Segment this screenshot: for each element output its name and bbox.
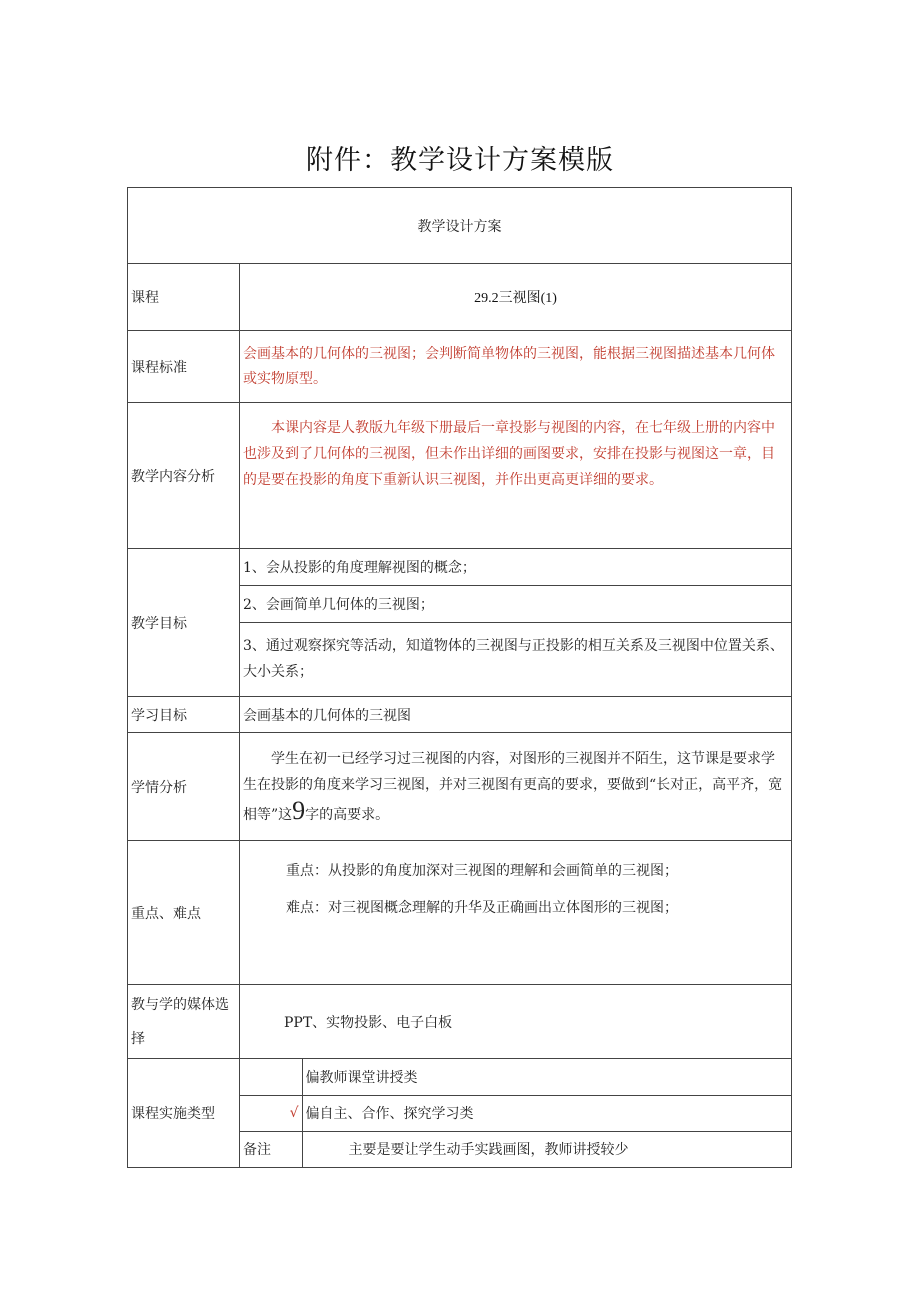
standard-label: 课程标准 <box>128 331 240 403</box>
key-points-row <box>128 841 792 985</box>
goal-item: 3、通过观察探究等活动，知道物体的三视图与正投影的相互关系及三视图中位置关系、大小关系； <box>240 622 791 696</box>
standard-row <box>128 331 792 403</box>
goals-list <box>240 549 791 696</box>
implementation-row <box>128 1059 792 1168</box>
student-analysis-text <box>240 733 792 841</box>
content-analysis-label: 教学内容分析 <box>128 403 240 549</box>
course-row <box>128 264 792 331</box>
option-text: 偏教师课堂讲授类 <box>302 1059 791 1095</box>
remark-text: 主要是要让学生动手实践画图，教师讲授较少 <box>302 1131 791 1167</box>
student-analysis-label: 学情分析 <box>128 733 240 841</box>
goal-item: 2、会画简单几何体的三视图； <box>240 585 791 622</box>
implementation-table <box>240 1059 791 1167</box>
difficult-point-text: 难点：对三视图概念理解的升华及正确画出立体图形的三视图； <box>286 900 678 916</box>
learning-goal-text: 会画基本的几何体的三视图 <box>240 697 792 733</box>
option-check-mark <box>240 1059 302 1095</box>
key-points-label: 重点、难点 <box>128 841 240 985</box>
student-analysis-text-part: 字的高要求。 <box>305 806 390 823</box>
standard-text: 会画基本的几何体的三视图；会判断简单物体的三视图，能根据三视图描述基本几何体或实物原型。 <box>240 331 792 403</box>
remark-label: 备注 <box>240 1131 302 1167</box>
course-value: 29.2三视图(1) <box>240 264 792 331</box>
student-analysis-row <box>128 733 792 841</box>
implementation-label: 课程实施类型 <box>128 1059 240 1168</box>
document-title: 附件：教学设计方案模版 <box>306 145 614 176</box>
learning-goal-label: 学习目标 <box>128 697 240 733</box>
content-analysis-text: 本课内容是人教版九年级下册最后一章投影与视图的内容，在七年级上册的内容中也涉及到了几何体的三视图，但未作出详细的画图要求，安排在投影与视图这一章，目的是要在投影的角度下重新认识三视图，并作出更高更详细的要求。 <box>240 403 792 549</box>
teaching-goals-label: 教学目标 <box>128 549 240 697</box>
option-text: 偏自主、合作、探究学习类 <box>302 1095 791 1131</box>
media-label: 教与学的媒体选择 <box>128 985 240 1059</box>
learning-goal-row <box>128 697 792 733</box>
lesson-plan-table <box>127 187 792 1168</box>
table-header: 教学设计方案 <box>128 188 792 264</box>
key-point-text: 重点：从投影的角度加深对三视图的理解和会画简单的三视图； <box>286 863 678 879</box>
goal-item: 1、会从投影的角度理解视图的概念； <box>240 549 791 585</box>
course-label: 课程 <box>128 264 240 331</box>
student-analysis-number: 9 <box>292 795 306 825</box>
goals-row <box>128 549 792 697</box>
content-analysis-row <box>128 403 792 549</box>
media-text: PPT、实物投影、电子白板 <box>240 985 792 1059</box>
student-analysis-text-part: 学生在初一已经学习过三视图的内容，对图形的三视图并不陌生，这节课是要求学生在投影的角度来学习三视图，并对三视图有更高的要求，要做到“长对正，高平齐，宽相等”这 <box>243 750 783 823</box>
option-check-mark: √ <box>240 1095 302 1131</box>
key-points-cell <box>240 841 792 985</box>
media-row <box>128 985 792 1059</box>
header-row <box>128 188 792 264</box>
